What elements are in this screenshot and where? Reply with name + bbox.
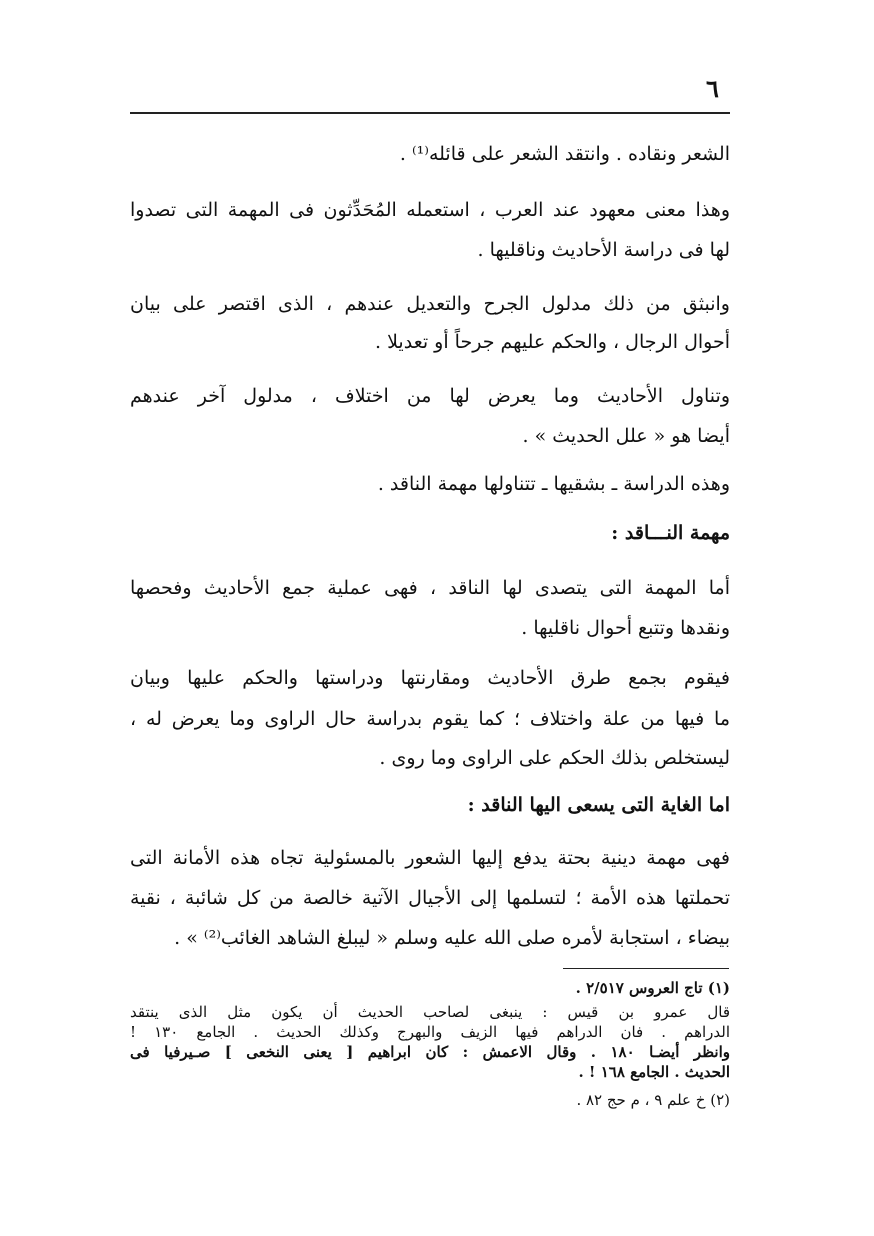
section-heading-critic-goal: اما الغاية التى يسعى اليها الناقد : <box>467 794 730 816</box>
section-heading-critic-task: مهمة النـــاقد : <box>611 522 730 544</box>
text-line: وهذه الدراسة ـ بشقيها ـ تتناولها مهمة الناقد . <box>377 473 730 495</box>
text-line: ونقدها وتتبع أحوال ناقليها . <box>521 617 730 639</box>
text-line: وتناول الأحاديث وما يعرض لها من اختلاف ، مدلول آخر عندهم <box>130 385 730 407</box>
footnote-1: (١) تاج العروس ٢/٥١٧ . <box>575 979 730 997</box>
page-number: ٦ <box>706 74 719 103</box>
text-line: ما فيها من علة واختلاف ؛ كما يقوم بدراسة حال الراوى وما يعرض له ، <box>130 708 730 730</box>
text-line: أحوال الرجال ، والحكم عليهم جرحاً أو تعديلا . <box>375 331 730 353</box>
text-line: فهى مهمة دينية بحتة يدفع إليها الشعور بالمسئولية تجاه هذه الأمانة التى <box>130 847 730 869</box>
text-line: الشعر ونقاده . وانتقد الشعر على قائله⁽¹⁾ . <box>399 143 730 165</box>
footnote-1-text: قال عمرو بن قيس : ينبغى لصاحب الحديث أن يكون مثل الذى ينتقد <box>130 1003 730 1021</box>
text-line: تحملتها هذه الأمة ؛ لتسلمها إلى الأجيال الآتية خالصة من كل شائبة ، نقية <box>130 887 730 909</box>
text-line: فيقوم بجمع طرق الأحاديث ومقارنتها ودراستها والحكم عليها وبيان <box>130 667 730 689</box>
footnote-1-text: وانظر أيضـا ١٨٠ . وقال الاعمش : كان ابراهيم [ يعنى النخعى ] صـيرفيا فى <box>130 1043 730 1061</box>
text-line: أيضا هو « علل الحديث » . <box>522 425 730 447</box>
text-line: وهذا معنى معهود عند العرب ، استعمله المُحَدِّثون فى المهمة التى تصدوا <box>130 199 730 221</box>
footnote-2: (٢) خ علم ٩ ، م حج ٨٢ . <box>576 1091 730 1109</box>
text-line: لها فى دراسة الأحاديث وناقليها . <box>477 239 730 261</box>
text-line: ليستخلص بذلك الحكم على الراوى وما روى . <box>379 747 730 769</box>
text-line: أما المهمة التى يتصدى لها الناقد ، فهى عملية جمع الأحاديث وفحصها <box>130 577 730 599</box>
footnote-1-text: الدراهم . فان الدراهم فيها الزيف والبهرج وكذلك الحديث . الجامع ١٣٠ ! <box>130 1023 731 1041</box>
header-rule <box>130 112 730 114</box>
text-line: بيضاء ، استجابة لأمره صلى الله عليه وسلم « ليبلغ الشاهد الغائب⁽²⁾ » . <box>174 927 730 949</box>
footnote-1-text: الحديث . الجامع ١٦٨ ! . <box>578 1063 730 1081</box>
footnote-rule <box>563 968 729 969</box>
text-line: وانبثق من ذلك مدلول الجرح والتعديل عندهم ، الذى اقتصر على بيان <box>130 293 730 315</box>
